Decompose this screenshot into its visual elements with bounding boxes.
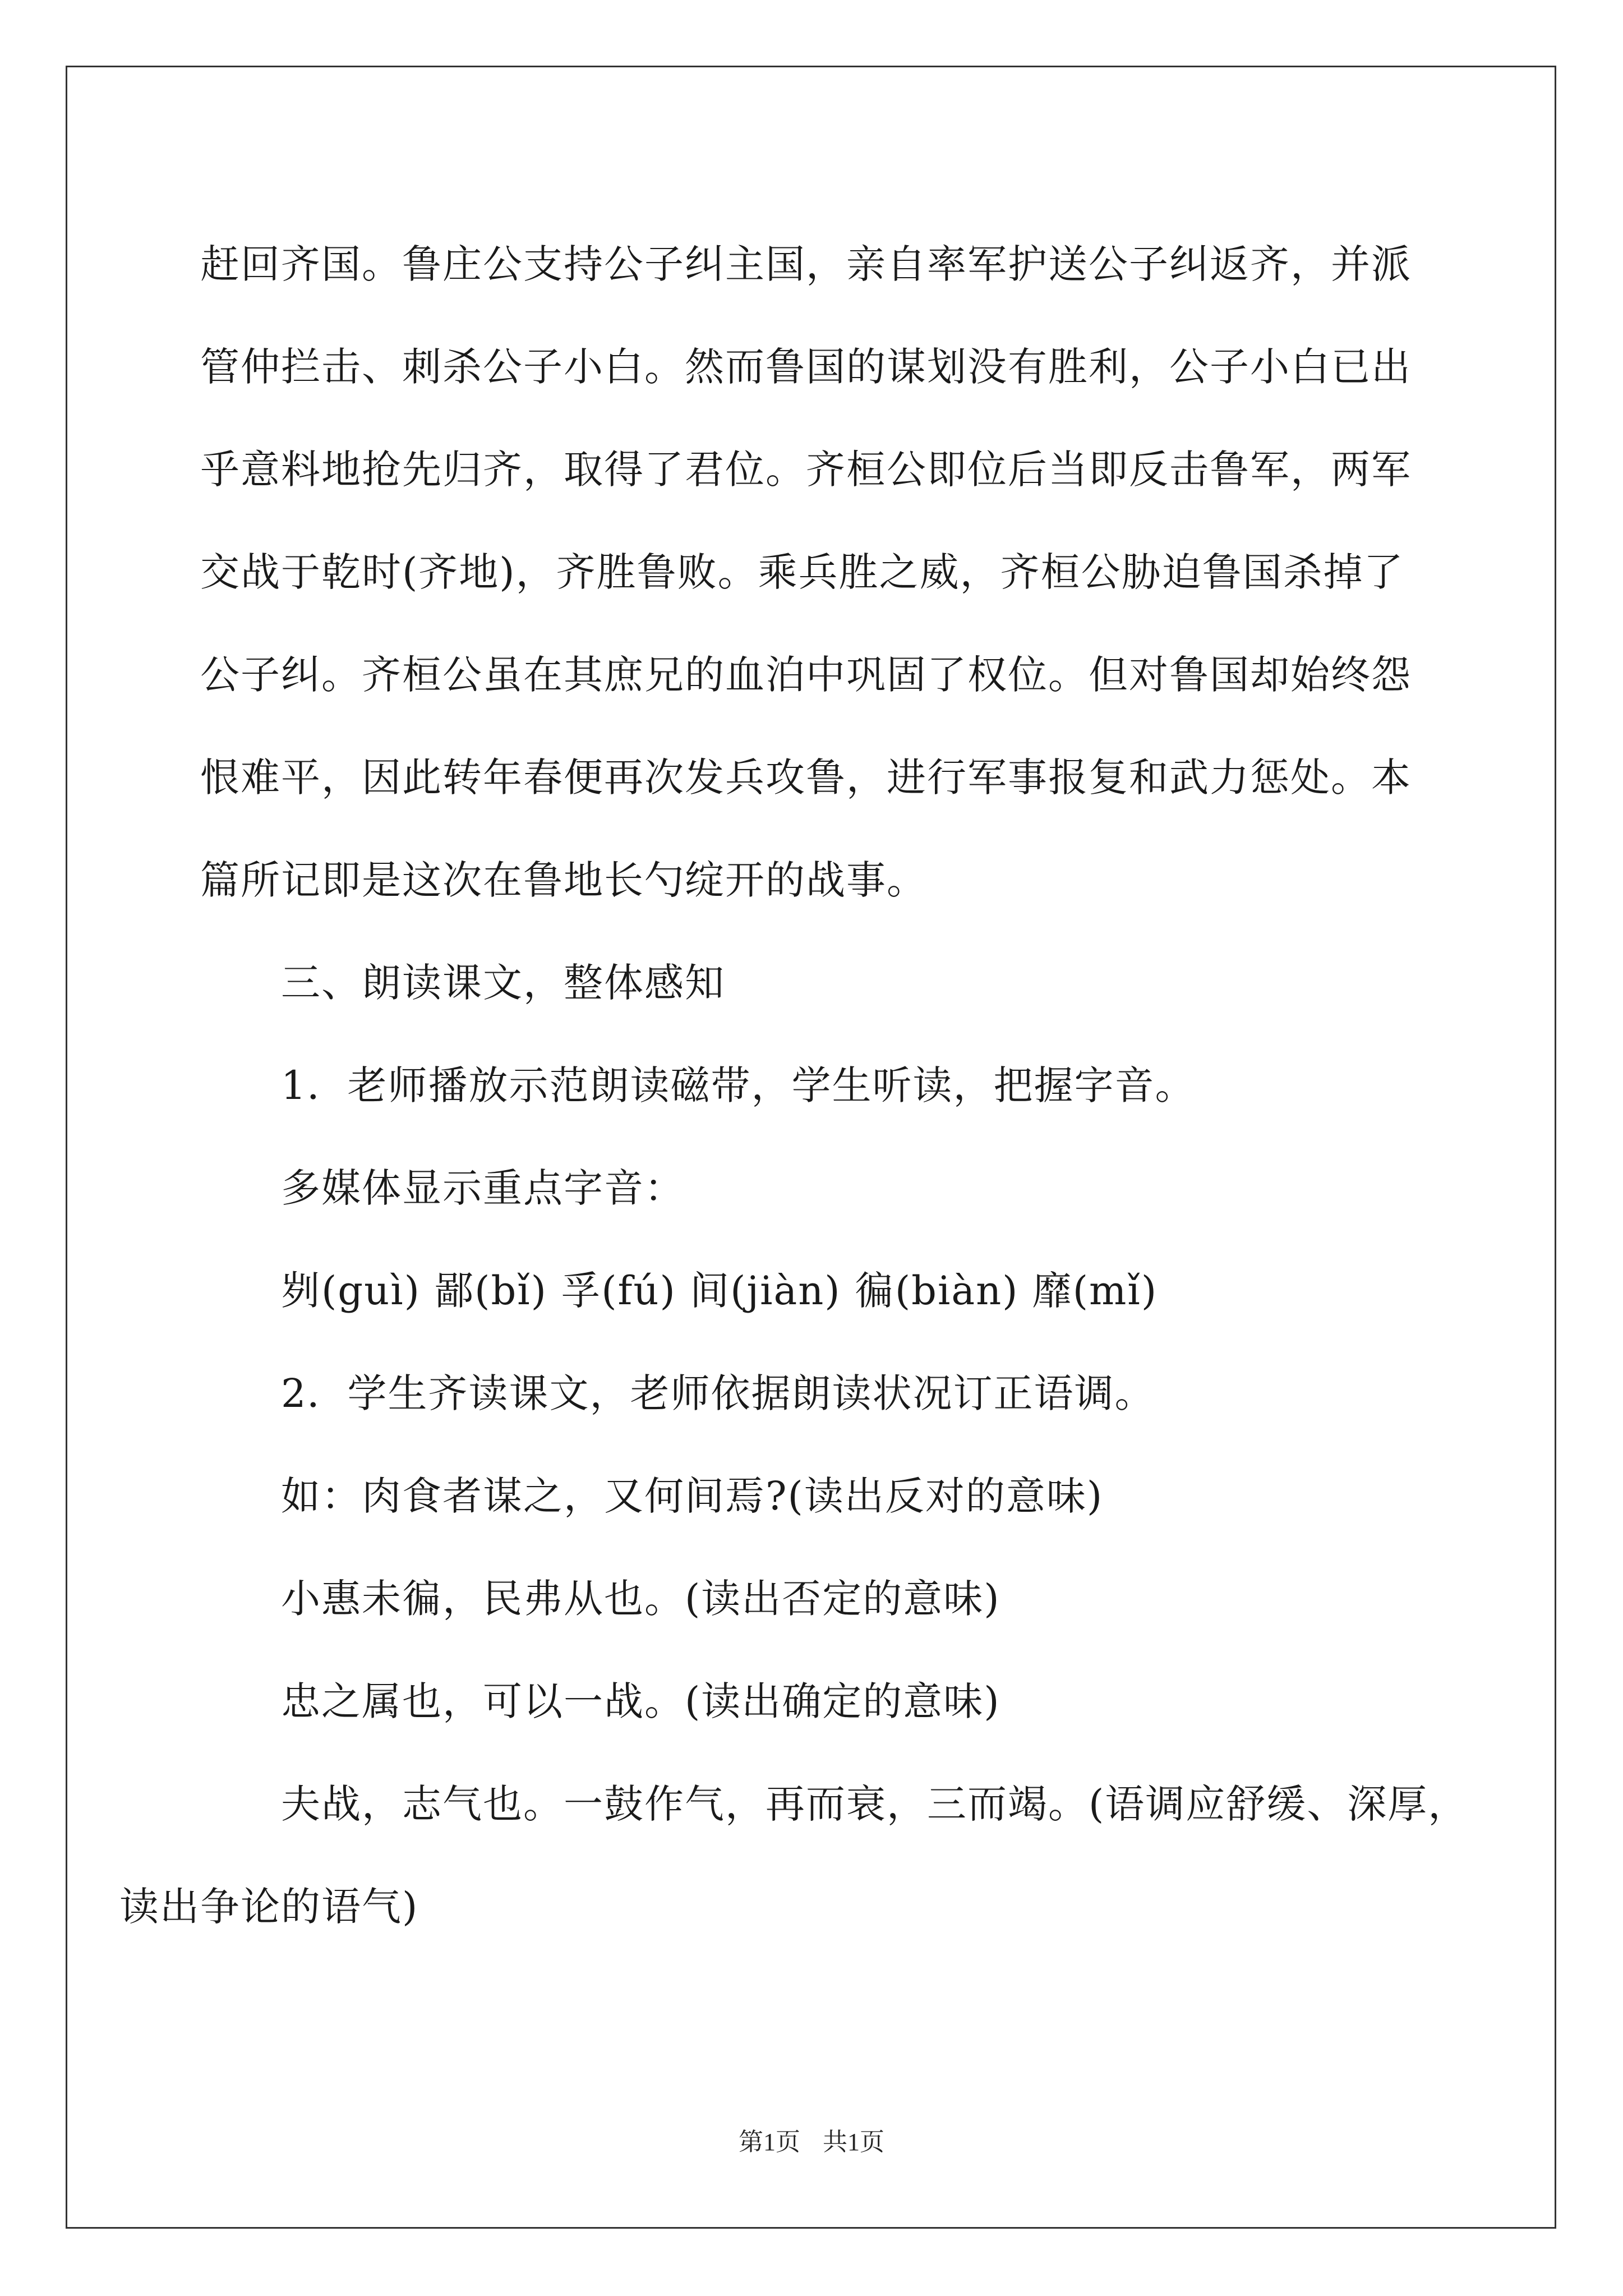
text-line: 公子纠。齐桓公虽在其庶兄的血泊中巩固了权位。但对鲁国却始终怨: [200, 652, 1412, 698]
text-line: 管仲拦击、刺杀公子小白。然而鲁国的谋划没有胜利，公子小白已出: [200, 344, 1412, 390]
step-two: [200, 1342, 1434, 1445]
text-line: 恨难平，因此转年春便再次发兵攻鲁，进行军事报复和武力惩处。本: [200, 754, 1412, 800]
text-line: 读出争论的语气): [119, 1884, 419, 1930]
document-body: [119, 213, 1469, 1958]
text-line: 多媒体显示重点字音：: [281, 1165, 685, 1211]
text-line: 三、朗读课文，整体感知: [281, 960, 725, 1006]
pronunciation-list: [200, 1240, 1434, 1342]
page-number: 第1页: [739, 2128, 800, 2156]
text-line: 夫战，志气也。一鼓作气，再而衰，三而竭。(语调应舒缓、深厚，: [281, 1781, 1469, 1827]
text-line: 2．学生齐读课文，老师依据朗读状况订正语调。: [281, 1370, 1155, 1416]
example-two: [200, 1548, 1434, 1650]
example-three: [200, 1650, 1434, 1753]
text-line: 乎意料地抢先归齐，取得了君位。齐桓公即位后当即反击鲁军，两军: [200, 447, 1412, 493]
text-line: 篇所记即是这次在鲁地长勺绽开的战事。: [200, 857, 927, 903]
paragraph-background: [200, 213, 1434, 932]
text-line: 小惠未徧，民弗从也。(读出否定的意味): [281, 1576, 1000, 1622]
section-heading: [200, 932, 1434, 1034]
text-line: 1．老师播放示范朗读磁带，学生听读，把握字音。: [281, 1062, 1196, 1108]
text-line: 忠之属也，可以一战。(读出确定的意味): [281, 1678, 1000, 1724]
step-one: [200, 1034, 1434, 1137]
text-line: 刿(guì) 鄙(bǐ) 孚(fú) 间(jiàn) 徧(biàn) 靡(mǐ): [281, 1268, 1158, 1314]
example-one: [200, 1445, 1434, 1548]
example-four: [119, 1753, 1469, 1958]
text-line: 赶回齐国。鲁庄公支持公子纠主国，亲自率军护送公子纠返齐，并派: [200, 241, 1412, 287]
page-total: 共1页: [823, 2128, 884, 2156]
text-line: 交战于乾时(齐地)，齐胜鲁败。乘兵胜之威，齐桓公胁迫鲁国杀掉了: [200, 549, 1404, 595]
text-line: 如：肉食者谋之，又何间焉?(读出反对的意味): [281, 1473, 1104, 1519]
pronunciation-intro: [200, 1137, 1434, 1240]
page-footer: [0, 2122, 1623, 2157]
